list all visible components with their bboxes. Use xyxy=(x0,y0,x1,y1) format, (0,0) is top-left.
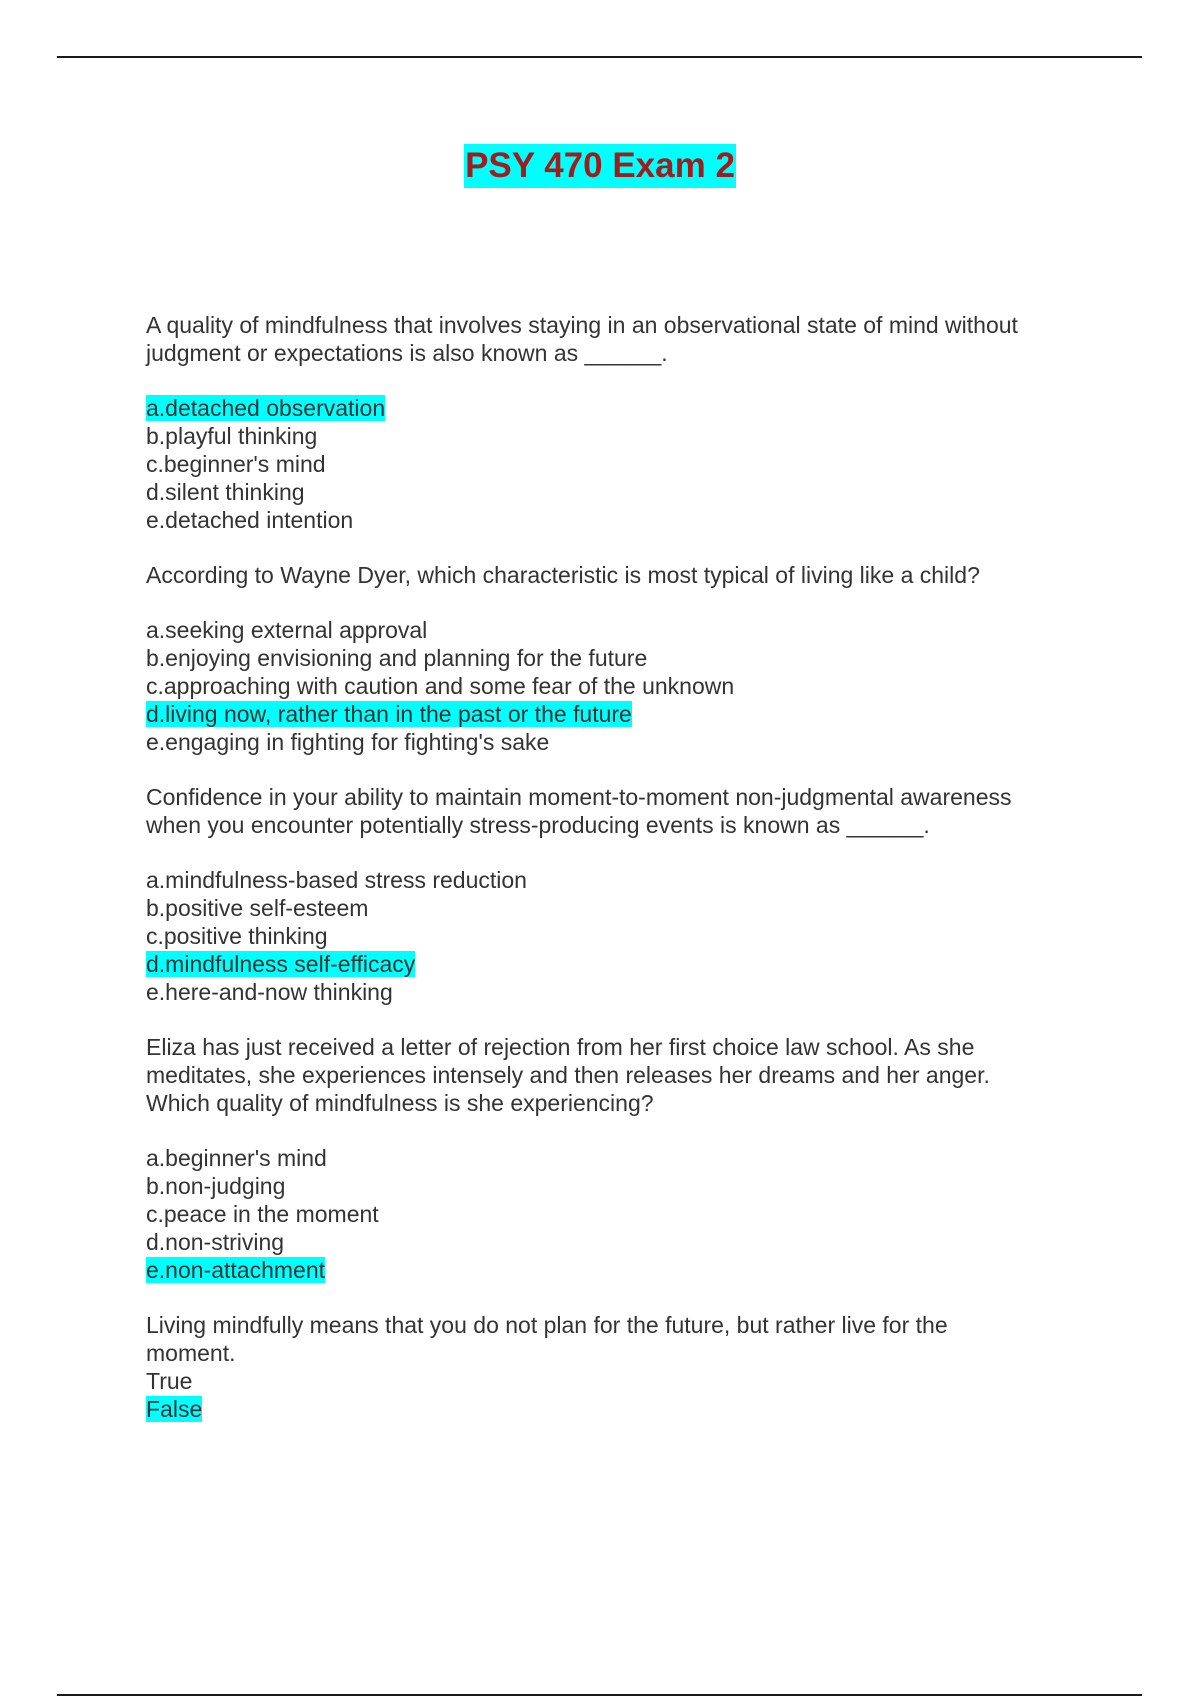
answer-option xyxy=(146,978,1086,1006)
question-text: Confidence in your ability to maintain moment-to-moment non-judgmental awareness when you encounter potentially stress-producing events is known as ______. xyxy=(146,784,1012,838)
answer-option xyxy=(146,1256,1086,1284)
answer-option xyxy=(146,1367,1086,1395)
answer-option-label: c.approaching with caution and some fear of the unknown xyxy=(146,673,735,699)
answer-option xyxy=(146,728,1086,756)
answer-options xyxy=(146,394,1086,534)
answer-option xyxy=(146,422,1086,450)
answer-option-label: e.non-attachment xyxy=(146,1257,326,1283)
top-rule xyxy=(57,56,1142,58)
answer-option-label: c.peace in the moment xyxy=(146,1201,379,1227)
answer-option xyxy=(146,922,1086,950)
question-block xyxy=(146,1033,1086,1284)
question-text: Living mindfully means that you do not plan for the future, but rather live for the moment. xyxy=(146,1312,948,1366)
answer-option xyxy=(146,616,1086,644)
answer-option xyxy=(146,394,1086,422)
answer-option xyxy=(146,644,1086,672)
answer-option-label: d.mindfulness self-efficacy xyxy=(146,951,416,977)
answer-option xyxy=(146,1228,1086,1256)
answer-options xyxy=(146,616,1086,756)
question-text: According to Wayne Dyer, which characteristic is most typical of living like a child? xyxy=(146,562,980,588)
answer-option xyxy=(146,672,1086,700)
answer-option-label: d.living now, rather than in the past or the future xyxy=(146,701,632,727)
answer-option-label: False xyxy=(146,1396,203,1422)
title-wrap xyxy=(0,144,1200,188)
answer-option-label: e.here-and-now thinking xyxy=(146,979,393,1005)
answer-option xyxy=(146,894,1086,922)
answer-options xyxy=(146,866,1086,1006)
answer-option-label: c.beginner's mind xyxy=(146,451,326,477)
answer-options xyxy=(146,1144,1086,1284)
answer-option xyxy=(146,506,1086,534)
answer-option-label: d.non-striving xyxy=(146,1229,285,1255)
answer-option-label: e.detached intention xyxy=(146,507,354,533)
answer-option xyxy=(146,866,1086,894)
answer-option-label: b.playful thinking xyxy=(146,423,318,449)
bottom-rule xyxy=(57,1694,1142,1696)
answer-option-label: d.silent thinking xyxy=(146,479,305,505)
answer-option-label: True xyxy=(146,1368,193,1394)
answer-option-label: b.non-judging xyxy=(146,1173,286,1199)
question-text: Eliza has just received a letter of rejection from her first choice law school. As she meditates, she experiences intensely and then releases her dreams and her anger. Which quality of mindfulness is she experiencing? xyxy=(146,1034,990,1116)
answer-option-label: a.mindfulness-based stress reduction xyxy=(146,867,527,893)
question-block xyxy=(146,561,1086,756)
answer-option xyxy=(146,1172,1086,1200)
answer-option xyxy=(146,478,1086,506)
exam-content xyxy=(146,311,1086,1423)
answer-option-label: a.detached observation xyxy=(146,395,386,421)
question-block xyxy=(146,311,1086,534)
answer-option-label: b.positive self-esteem xyxy=(146,895,369,921)
answer-option xyxy=(146,450,1086,478)
answer-option-label: a.beginner's mind xyxy=(146,1145,327,1171)
question-block xyxy=(146,783,1086,1006)
answer-option-label: c.positive thinking xyxy=(146,923,328,949)
answer-option xyxy=(146,1144,1086,1172)
answer-option xyxy=(146,1395,1086,1423)
answer-option-label: e.engaging in fighting for fighting's sake xyxy=(146,729,550,755)
question-text: A quality of mindfulness that involves staying in an observational state of mind without judgment or expectations is also known as ______. xyxy=(146,312,1018,366)
answer-option xyxy=(146,700,1086,728)
page-title: PSY 470 Exam 2 xyxy=(464,144,736,188)
answer-option xyxy=(146,1200,1086,1228)
answer-option xyxy=(146,950,1086,978)
true-false-block xyxy=(146,1311,1086,1423)
answer-option-label: a.seeking external approval xyxy=(146,617,428,643)
answer-option-label: b.enjoying envisioning and planning for the future xyxy=(146,645,648,671)
